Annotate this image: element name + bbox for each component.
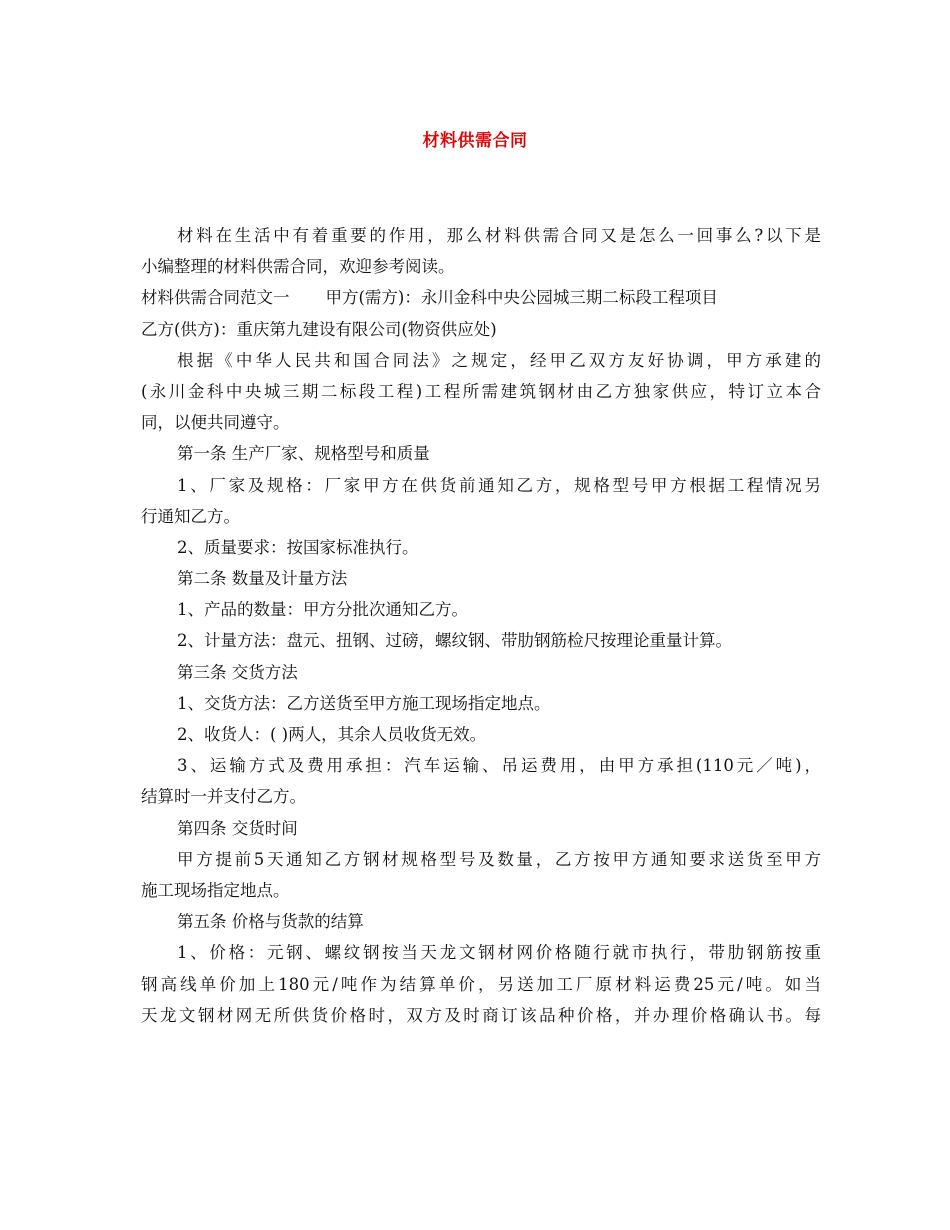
spacer bbox=[290, 282, 326, 313]
paragraph-line: 钢高线单价加上180元/吨作为结算单价，另送加工厂原材料运费25元/吨。如当 bbox=[141, 974, 821, 994]
paragraph-line: 结算时一并支付乙方。 bbox=[141, 787, 306, 807]
paragraph-line: 2、计量方法：盘元、扭钢、过磅，螺纹钢、带肋钢筋检尺按理论重量计算。 bbox=[177, 631, 732, 651]
paragraph-line: 1、产品的数量：甲方分批次通知乙方。 bbox=[177, 600, 468, 620]
article-heading: 第四条 交货时间 bbox=[177, 818, 298, 838]
sample-heading: 材料供需合同范文一 bbox=[141, 288, 290, 308]
article-heading: 第五条 价格与货款的结算 bbox=[177, 912, 364, 932]
party-a-line: 甲方(需方)：永川金科中央公园城三期二标段工程项目 bbox=[325, 288, 718, 308]
article-heading: 第三条 交货方法 bbox=[177, 662, 298, 682]
document-body bbox=[141, 220, 821, 1031]
paragraph-line: 1、价格：元钢、螺纹钢按当天龙文钢材网价格随行就市执行，带肋钢筋按重 bbox=[177, 943, 821, 963]
paragraph-line: 甲方提前5天通知乙方钢材规格型号及数量，乙方按甲方通知要求送货至甲方 bbox=[177, 849, 821, 869]
paragraph-line: 小编整理的材料供需合同，欢迎参考阅读。 bbox=[141, 257, 455, 277]
paragraph-line: 材料在生活中有着重要的作用，那么材料供需合同又是怎么一回事么?以下是 bbox=[177, 226, 821, 245]
paragraph-line: 2、收货人：( )两人，其余人员收货无效。 bbox=[177, 725, 487, 744]
paragraph-line: 根据《中华人民共和国合同法》之规定，经甲乙双方友好协调，甲方承建的 bbox=[177, 350, 821, 370]
paragraph-line: 天龙文钢材网无所供货价格时，双方及时商订该品种价格，并办理价格确认书。每 bbox=[141, 1005, 821, 1025]
paragraph-line: 1、交货方法：乙方送货至甲方施工现场指定地点。 bbox=[177, 693, 551, 713]
paragraph-line: 2、质量要求：按国家标准执行。 bbox=[177, 537, 419, 557]
party-b-line: 乙方(供方)：重庆第九建设有限公司(物资供应处) bbox=[141, 319, 497, 339]
article-heading: 第一条 生产厂家、规格型号和质量 bbox=[177, 444, 430, 464]
paragraph-line: 施工现场指定地点。 bbox=[141, 880, 290, 900]
paragraph-line: 1、厂家及规格：厂家甲方在供货前通知乙方，规格型号甲方根据工程情况另 bbox=[177, 475, 821, 495]
paragraph-line bbox=[141, 282, 821, 313]
article-heading: 第二条 数量及计量方法 bbox=[177, 569, 348, 589]
paragraph-line: 行通知乙方。 bbox=[141, 506, 240, 526]
document-title: 材料供需合同 bbox=[422, 131, 528, 151]
paragraph-line: 同，以便共同遵守。 bbox=[141, 413, 290, 433]
paragraph-line: 3、运输方式及费用承担：汽车运输、吊运费用，由甲方承担(110元／吨)， bbox=[177, 756, 821, 776]
paragraph-line: (永川金科中央城三期二标段工程)工程所需建筑钢材由乙方独家供应，特订立本合 bbox=[141, 381, 821, 401]
